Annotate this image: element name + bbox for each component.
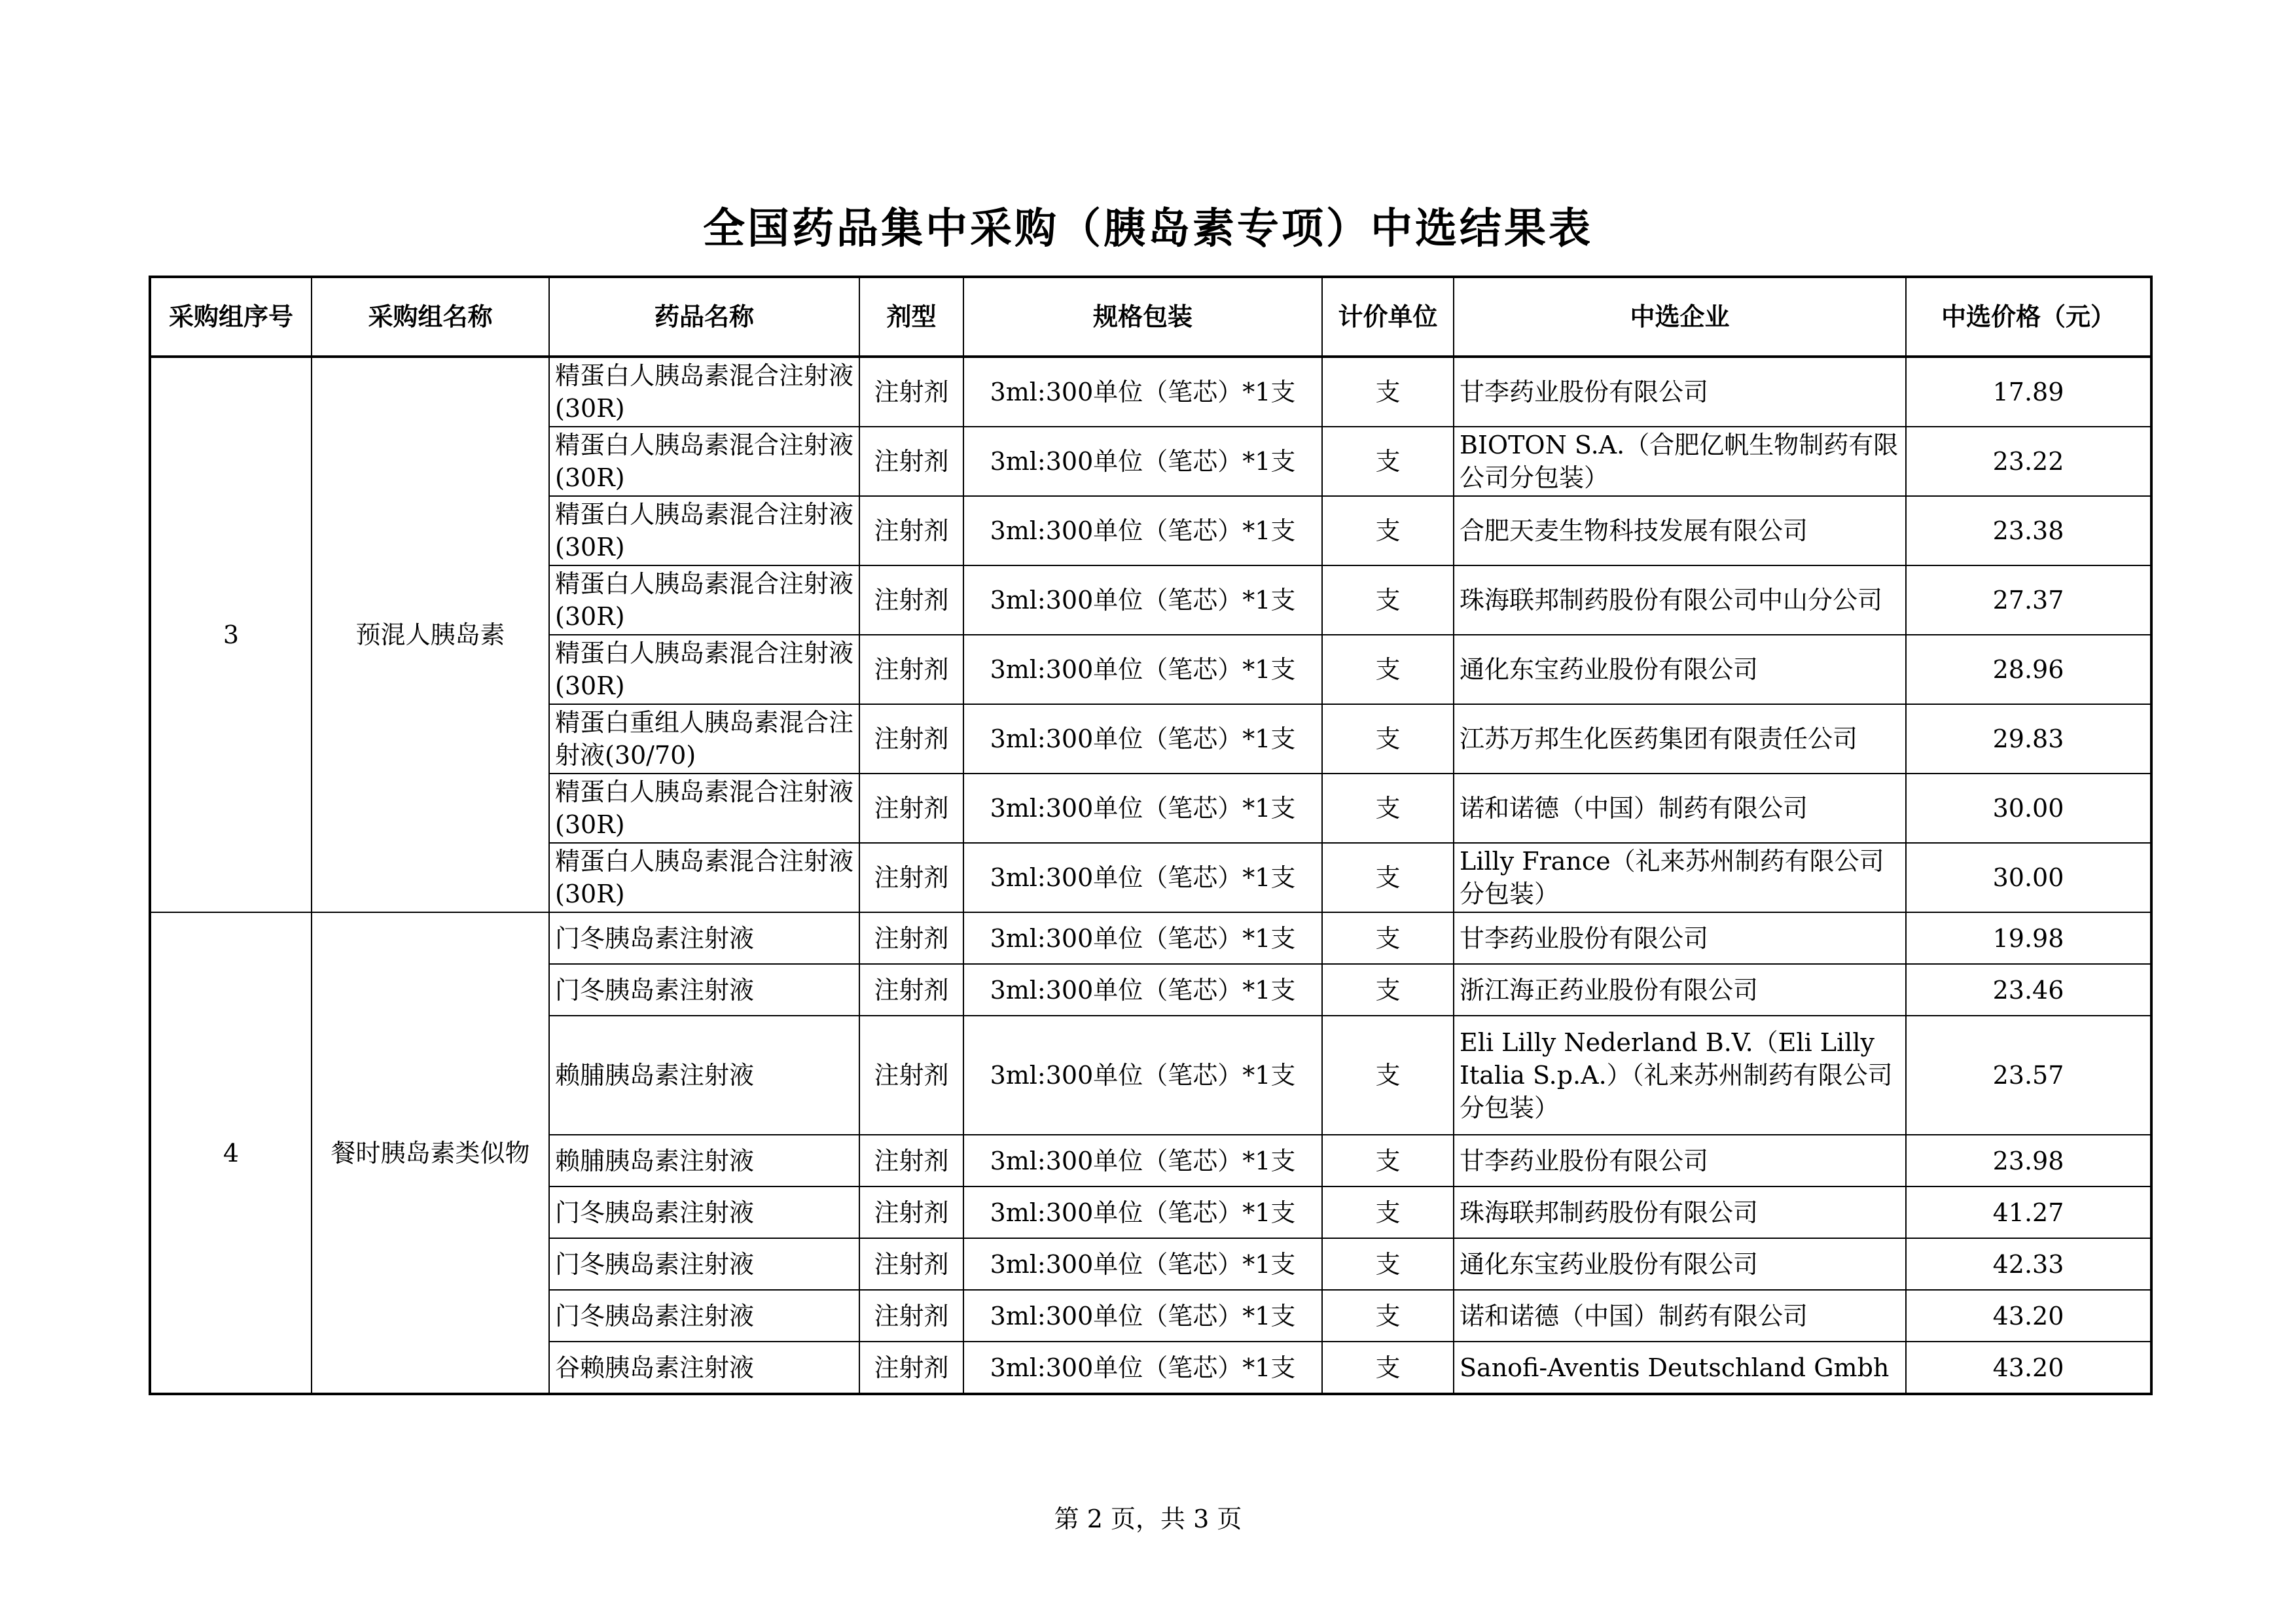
spec: 3ml:300单位（笔芯）*1支: [963, 1290, 1322, 1342]
drug-name: 精蛋白人胰岛素混合注射液(30R): [549, 496, 859, 565]
column-header-group-seq: 采购组序号: [150, 277, 312, 357]
spec: 3ml:300单位（笔芯）*1支: [963, 635, 1322, 704]
column-header-group-name: 采购组名称: [312, 277, 549, 357]
drug-name: 谷赖胰岛素注射液: [549, 1342, 859, 1394]
unit: 支: [1322, 704, 1454, 774]
spec: 3ml:300单位（笔芯）*1支: [963, 357, 1322, 427]
unit: 支: [1322, 1342, 1454, 1394]
price: 23.22: [1906, 427, 2151, 496]
unit: 支: [1322, 964, 1454, 1016]
company: 甘李药业股份有限公司: [1454, 912, 1906, 964]
column-header-spec: 规格包装: [963, 277, 1322, 357]
dosage-form: 注射剂: [859, 1290, 963, 1342]
company: 通化东宝药业股份有限公司: [1454, 1238, 1906, 1290]
table-row: [150, 912, 2151, 964]
drug-name: 赖脯胰岛素注射液: [549, 1016, 859, 1135]
unit: 支: [1322, 843, 1454, 912]
group-name: 预混人胰岛素: [312, 357, 549, 912]
spec: 3ml:300单位（笔芯）*1支: [963, 704, 1322, 774]
price: 28.96: [1906, 635, 2151, 704]
dosage-form: 注射剂: [859, 964, 963, 1016]
spec: 3ml:300单位（笔芯）*1支: [963, 496, 1322, 565]
dosage-form: 注射剂: [859, 1238, 963, 1290]
unit: 支: [1322, 635, 1454, 704]
company: 诺和诺德（中国）制药有限公司: [1454, 1290, 1906, 1342]
spec: 3ml:300单位（笔芯）*1支: [963, 1238, 1322, 1290]
group-seq: 3: [150, 357, 312, 912]
company: BIOTON S.A.（合肥亿帆生物制药有限公司分包装）: [1454, 427, 1906, 496]
price: 43.20: [1906, 1342, 2151, 1394]
price: 42.33: [1906, 1238, 2151, 1290]
spec: 3ml:300单位（笔芯）*1支: [963, 1342, 1322, 1394]
price: 27.37: [1906, 565, 2151, 635]
unit: 支: [1322, 1135, 1454, 1186]
dosage-form: 注射剂: [859, 1135, 963, 1186]
unit: 支: [1322, 1290, 1454, 1342]
company: 珠海联邦制药股份有限公司中山分公司: [1454, 565, 1906, 635]
company: 合肥天麦生物科技发展有限公司: [1454, 496, 1906, 565]
column-header-price: 中选价格（元）: [1906, 277, 2151, 357]
dosage-form: 注射剂: [859, 635, 963, 704]
spec: 3ml:300单位（笔芯）*1支: [963, 565, 1322, 635]
unit: 支: [1322, 427, 1454, 496]
price: 23.38: [1906, 496, 2151, 565]
spec: 3ml:300单位（笔芯）*1支: [963, 427, 1322, 496]
spec: 3ml:300单位（笔芯）*1支: [963, 1135, 1322, 1186]
unit: 支: [1322, 1186, 1454, 1238]
column-header-unit: 计价单位: [1322, 277, 1454, 357]
column-header-company: 中选企业: [1454, 277, 1906, 357]
company: 浙江海正药业股份有限公司: [1454, 964, 1906, 1016]
column-header-drug-name: 药品名称: [549, 277, 859, 357]
spec: 3ml:300单位（笔芯）*1支: [963, 1016, 1322, 1135]
drug-name: 门冬胰岛素注射液: [549, 1186, 859, 1238]
dosage-form: 注射剂: [859, 357, 963, 427]
dosage-form: 注射剂: [859, 774, 963, 843]
page-number: 第 2 页，共 3 页: [1054, 1505, 1242, 1533]
price: 17.89: [1906, 357, 2151, 427]
company: 甘李药业股份有限公司: [1454, 1135, 1906, 1186]
dosage-form: 注射剂: [859, 704, 963, 774]
header-row: [150, 277, 2151, 357]
spec: 3ml:300单位（笔芯）*1支: [963, 843, 1322, 912]
dosage-form: 注射剂: [859, 912, 963, 964]
drug-name: 精蛋白人胰岛素混合注射液(30R): [549, 357, 859, 427]
company: 通化东宝药业股份有限公司: [1454, 635, 1906, 704]
company: 诺和诺德（中国）制药有限公司: [1454, 774, 1906, 843]
table-row: [150, 357, 2151, 427]
drug-name: 精蛋白重组人胰岛素混合注射液(30/70): [549, 704, 859, 774]
dosage-form: 注射剂: [859, 1016, 963, 1135]
price: 43.20: [1906, 1290, 2151, 1342]
price: 23.46: [1906, 964, 2151, 1016]
group-name: 餐时胰岛素类似物: [312, 912, 549, 1394]
unit: 支: [1322, 496, 1454, 565]
unit: 支: [1322, 565, 1454, 635]
price: 30.00: [1906, 774, 2151, 843]
company: 江苏万邦生化医药集团有限责任公司: [1454, 704, 1906, 774]
results-table: [149, 276, 2153, 1395]
price: 19.98: [1906, 912, 2151, 964]
spec: 3ml:300单位（笔芯）*1支: [963, 912, 1322, 964]
price: 30.00: [1906, 843, 2151, 912]
dosage-form: 注射剂: [859, 565, 963, 635]
price: 23.98: [1906, 1135, 2151, 1186]
company: Lilly France（礼来苏州制药有限公司分包装）: [1454, 843, 1906, 912]
column-header-dosage-form: 剂型: [859, 277, 963, 357]
unit: 支: [1322, 357, 1454, 427]
spec: 3ml:300单位（笔芯）*1支: [963, 774, 1322, 843]
spec: 3ml:300单位（笔芯）*1支: [963, 964, 1322, 1016]
price: 23.57: [1906, 1016, 2151, 1135]
drug-name: 门冬胰岛素注射液: [549, 964, 859, 1016]
dosage-form: 注射剂: [859, 496, 963, 565]
price: 29.83: [1906, 704, 2151, 774]
drug-name: 精蛋白人胰岛素混合注射液(30R): [549, 774, 859, 843]
company: 甘李药业股份有限公司: [1454, 357, 1906, 427]
dosage-form: 注射剂: [859, 843, 963, 912]
company: Sanofi-Aventis Deutschland Gmbh: [1454, 1342, 1906, 1394]
spec: 3ml:300单位（笔芯）*1支: [963, 1186, 1322, 1238]
drug-name: 门冬胰岛素注射液: [549, 912, 859, 964]
price: 41.27: [1906, 1186, 2151, 1238]
unit: 支: [1322, 912, 1454, 964]
drug-name: 精蛋白人胰岛素混合注射液(30R): [549, 843, 859, 912]
drug-name: 门冬胰岛素注射液: [549, 1290, 859, 1342]
drug-name: 精蛋白人胰岛素混合注射液(30R): [549, 427, 859, 496]
drug-name: 精蛋白人胰岛素混合注射液(30R): [549, 635, 859, 704]
unit: 支: [1322, 774, 1454, 843]
dosage-form: 注射剂: [859, 1342, 963, 1394]
company: Eli Lilly Nederland B.V.（Eli Lilly Italia S.p.A.）（礼来苏州制药有限公司分包装）: [1454, 1016, 1906, 1135]
drug-name: 精蛋白人胰岛素混合注射液(30R): [549, 565, 859, 635]
drug-name: 赖脯胰岛素注射液: [549, 1135, 859, 1186]
company: 珠海联邦制药股份有限公司: [1454, 1186, 1906, 1238]
unit: 支: [1322, 1016, 1454, 1135]
drug-name: 门冬胰岛素注射液: [549, 1238, 859, 1290]
dosage-form: 注射剂: [859, 427, 963, 496]
unit: 支: [1322, 1238, 1454, 1290]
page-title: 全国药品集中采购（胰岛素专项）中选结果表: [703, 205, 1593, 253]
group-seq: 4: [150, 912, 312, 1394]
dosage-form: 注射剂: [859, 1186, 963, 1238]
